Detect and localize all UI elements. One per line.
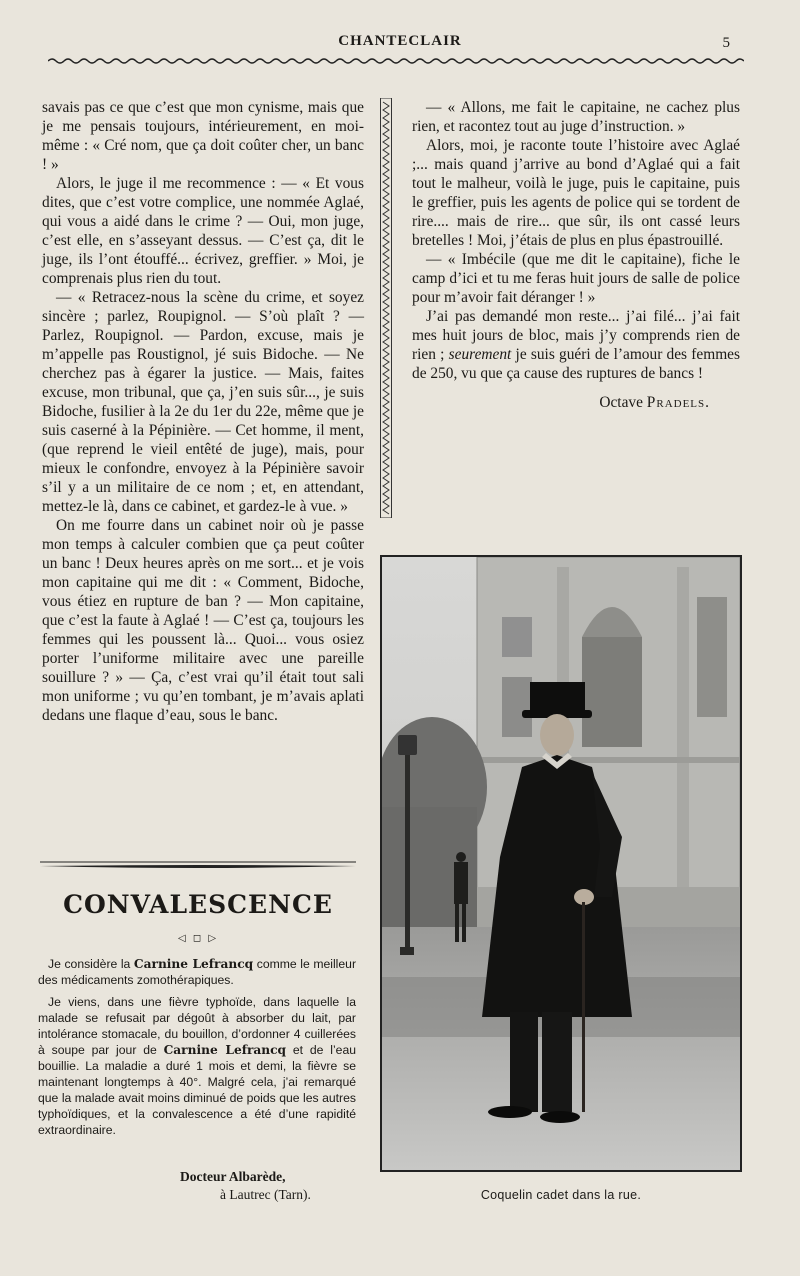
advertisement-separator-rule — [40, 858, 356, 872]
author-first-name: Octave — [599, 394, 643, 411]
story-paragraph: — « Imbécile (que me dit le capitaine), fiche le camp d’ici et tu me feras huit jours de salle de police pour m’avoir fait déranger ! » — [412, 251, 740, 306]
story-paragraph: — « Retracez-nous la scène du crime, et soyez sincère ; parlez, Roupignol. — S’où plaît ? — Parlez, Roupignol. — Pardon, excuse, mais je m’appelle pas Roustignol, jé suis Bidoche. — Ne cherchez pas à égarer la justice. — Mais, faites excuse, mon tribunal, que ça, j’en suis sûr..., je suis Bidoche, fusilier à la 2e du 1er du 22e, même que je suis caserné à la Pépinière. — Cet homme, il ment, (que reprend le vieil entêté de juge), mais, pour mieux le confondre, envoyez à la Pépinière savoir s’il y a un militaire de ce nom ; et, en attendant, mettez-le là, dans ce cabinet, et gardez-le à vue. » — [42, 289, 364, 515]
product-name: Carnine Lefrancq — [163, 1043, 287, 1057]
ad-intro-after: comme le meilleur des médicaments zomothérapiques. — [38, 957, 356, 987]
advertisement-testimony — [38, 994, 356, 1138]
product-name: Carnine Lefrancq — [133, 957, 254, 971]
doctor-name: Docteur Albarède, — [180, 1169, 286, 1184]
story-paragraph: — « Allons, me fait le capitaine, ne cachez plus rien, et racontez tout au juge d’instruction. » — [412, 99, 740, 135]
story-final-paragraph — [412, 307, 740, 383]
story-paragraph: savais pas ce que c’est que mon cynisme, mais que je me pensais toujours, intérieurement, en moi-même : « Cré nom, que ça doit coûter cher, un banc ! » — [42, 99, 364, 173]
final-text-before: J’ai pas demandé mon reste... j’ai filé... j’ai fait mes huit jours de bloc, mais j’y comprends rien de rien ; — [412, 308, 740, 363]
doctor-place: à Lautrec (Tarn). — [220, 1187, 311, 1202]
column-divider-ornament — [380, 98, 392, 518]
advertisement-signature — [180, 1168, 360, 1204]
story-paragraph: On me fourre dans un cabinet noir où je passe mon temps à calculer combien que ça peut coûter un banc ! Deux heures après on me sort... et je vois mon capitaine qui me dit : « Comment, Bidoche, vous étiez en rupture de ban ? — Mon capitaine, que c’est la faute à Aglaé ! — C’est ça, toujours les femmes qui les poussent là... Quoi... vous osiez porter l’uniforme militaire avec une pareille souillure ? » — Ça, c’est vrai qu’il était tout sali mon uniforme ; vu qu’en tombant, je m’avais aplati dedans une flaque d’eau, sous le banc. — [42, 517, 364, 724]
ad-body-before: Je viens, dans une fièvre typhoïde, dans laquelle la malade se refusait par dégoût à absorber du lait, par intolérance stomacale, du bouillon, d’ordonner 4 cuillerées à soupe par jour de — [38, 995, 356, 1057]
story-right-column — [412, 98, 740, 412]
advertisement-title: CONVALESCENCE — [63, 890, 333, 919]
magazine-title: CHANTECLAIR — [338, 33, 462, 49]
header-wavy-rule — [48, 56, 744, 66]
advertisement-intro — [38, 956, 356, 988]
final-text-after: je suis guéri de l’amour des femmes de 250, vu que ça cause des ruptures de bancs ! — [412, 346, 740, 382]
advertisement-ornament: ◁ ◻ ▷ — [177, 933, 219, 944]
page-number: 5 — [722, 35, 730, 51]
author-last-name: Pradels. — [646, 394, 710, 411]
story-signature — [412, 393, 740, 412]
photograph — [380, 555, 742, 1172]
story-paragraph: Alors, le juge il me recommence : — « Et vous dites, que c’est votre complice, une nommée Aglaé, qui vous a aidé dans le crime ? — Oui, mon juge, c’est elle, en s’asseyant dessus. — C’est ça, dit le juge, ils l’ont étouffé... écrivez, greffier. » Moi, je comprenais plus rien du tout. — [42, 175, 364, 287]
story-paragraph: Alors, moi, je raconte toute l’histoire avec Aglaé ;... mais quand j’arrive au bond d’Aglaé qui a fait tout le malheur, voilà le juge, puis le capitaine, puis le greffier, puis les agents de police qui se tordent de rire.... mais de rire... que sûr, ils ont cassé leurs bretelles ! Moi, j’étais de plus en plus épastrouillé. — [412, 137, 740, 249]
ad-intro-before: Je considère la — [48, 957, 131, 971]
ad-body-after: et de l’eau bouillie. La maladie a duré 1 mois et demi, la fièvre se maintenant longtemps à 40°. Malgré cela, j’ai remarqué que la malade avait moins diminué de poids que les autres typhoïdiques, et la convalescence a été d’une rapidité extraordinaire. — [38, 1043, 357, 1137]
final-text-italic: seurement — [448, 346, 512, 363]
advertisement-body — [38, 956, 356, 1144]
street-photo-illustration — [382, 557, 740, 1170]
story-left-column — [42, 98, 364, 725]
photo-caption: Coquelin cadet dans la rue. — [480, 1188, 642, 1202]
